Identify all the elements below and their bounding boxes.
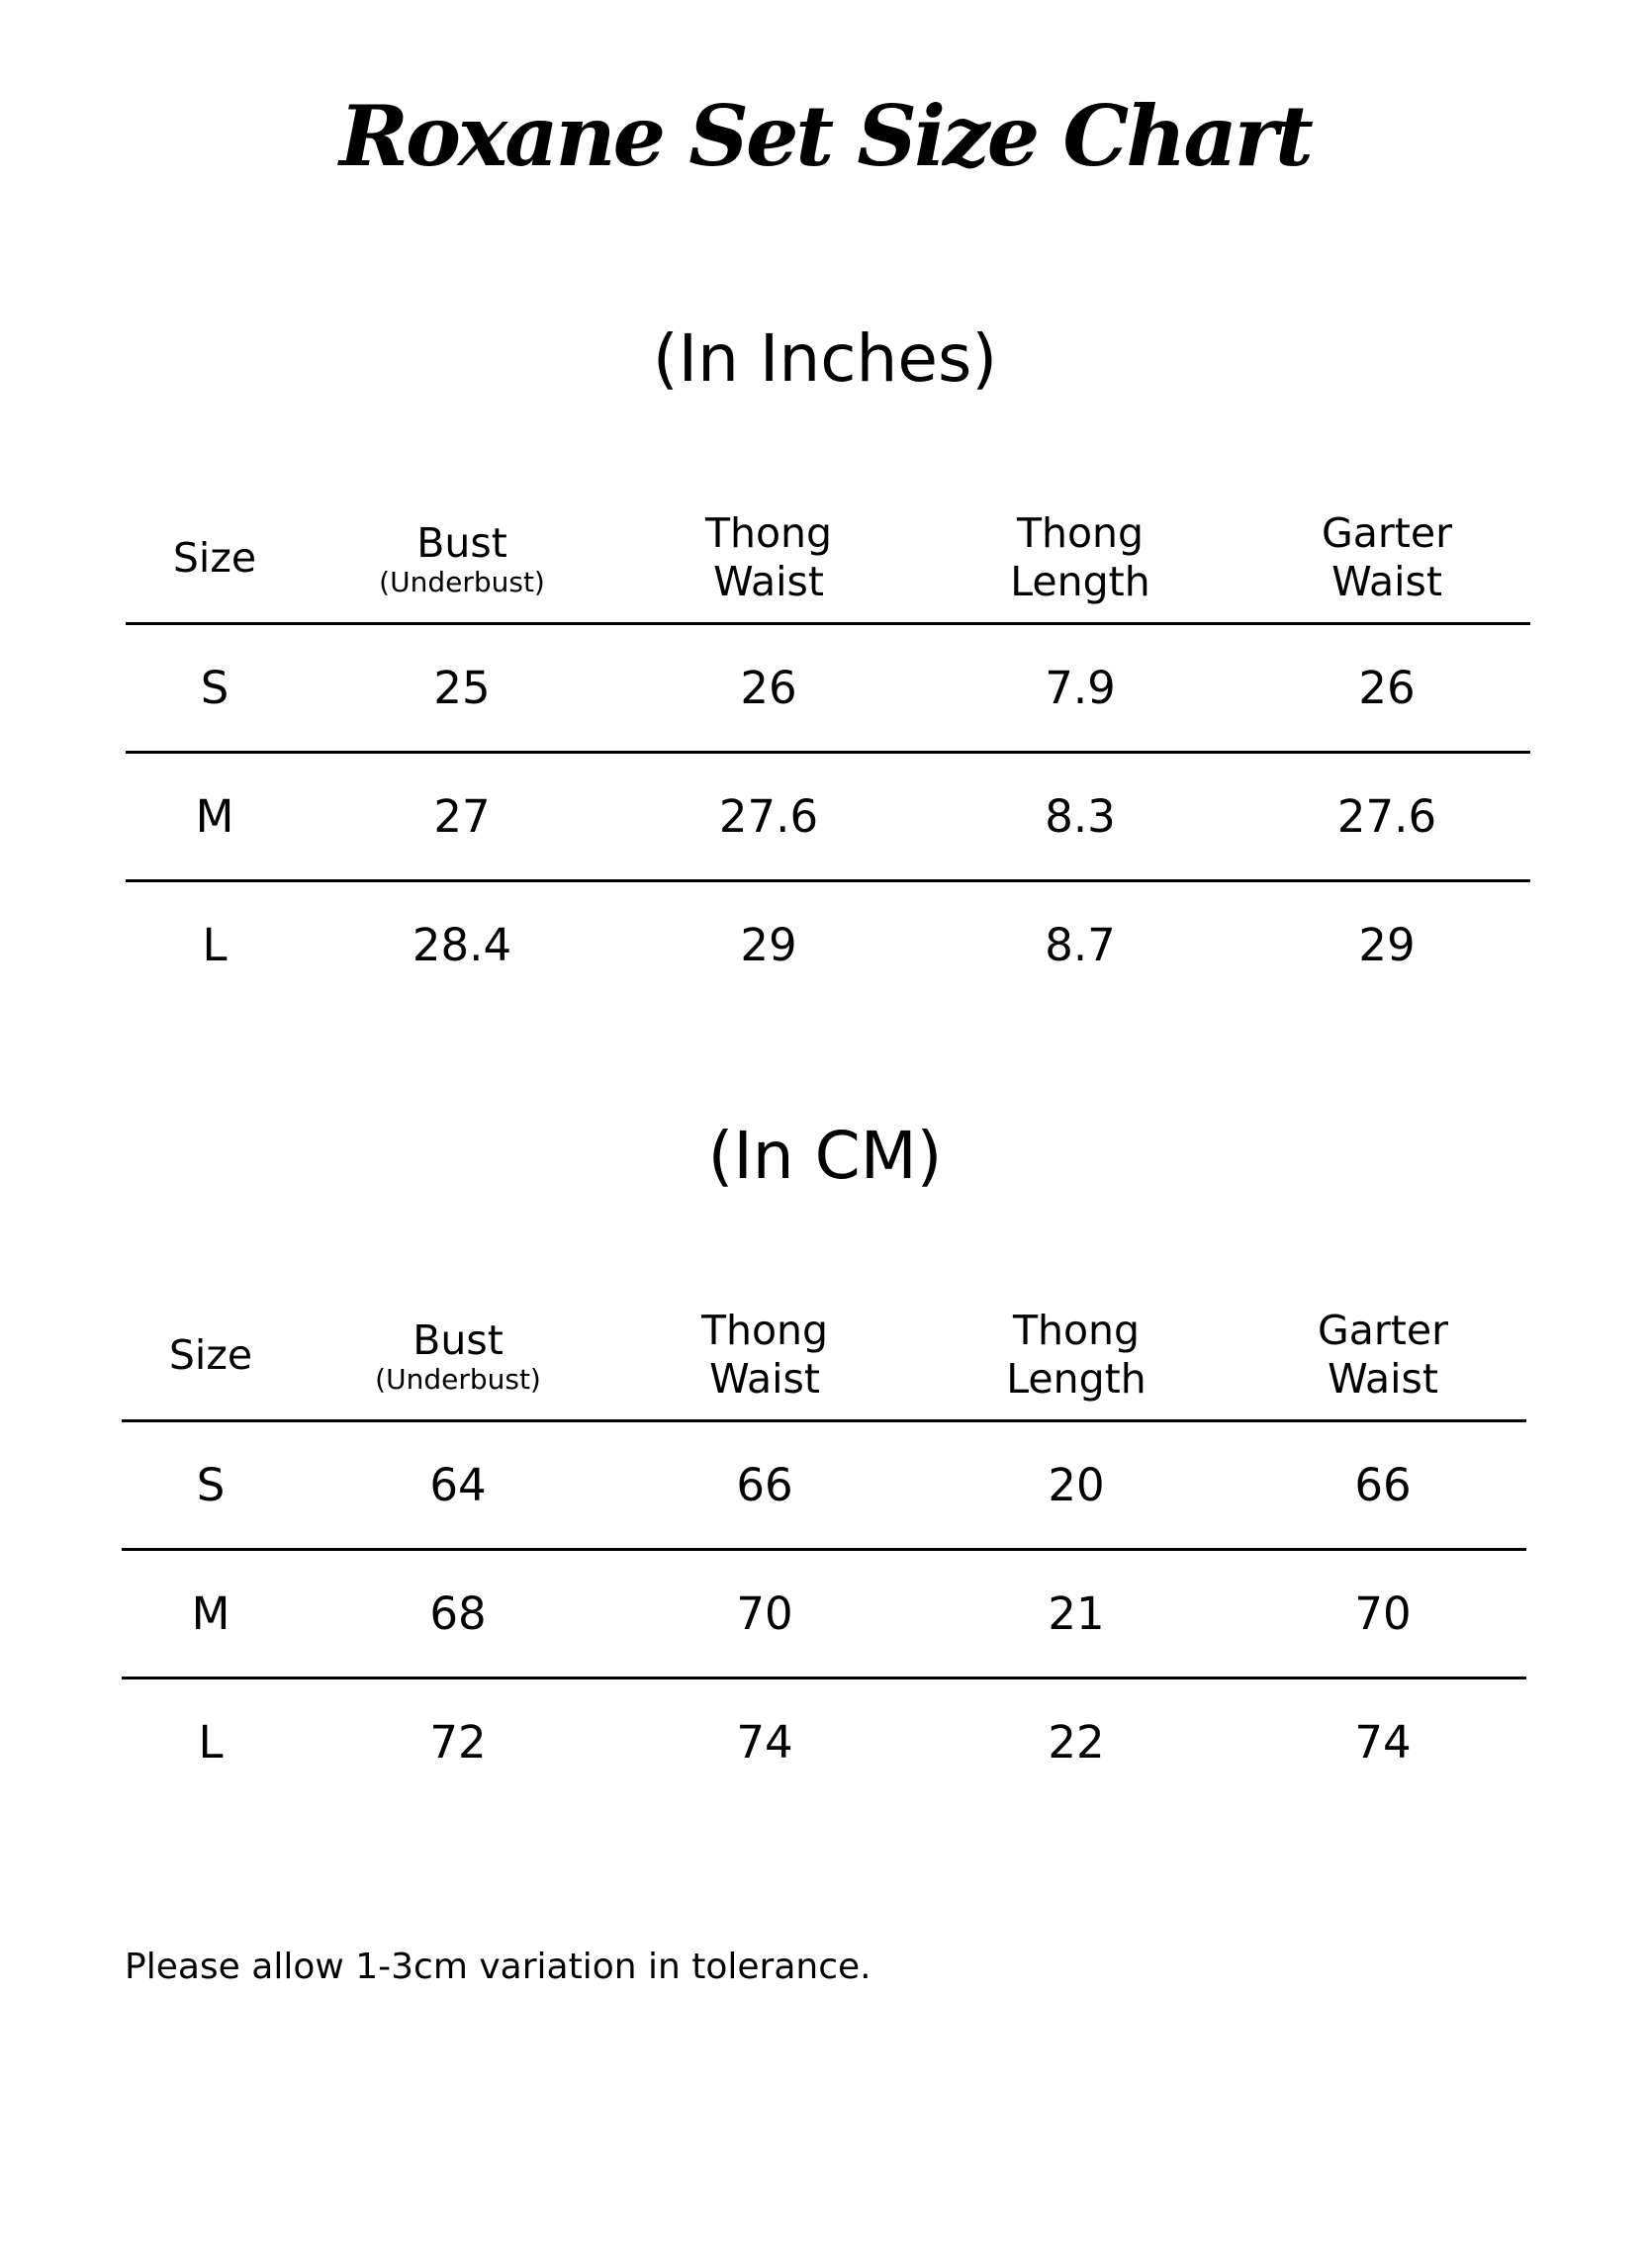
cell-thong-waist: 26 xyxy=(620,623,917,752)
cm-heading: (In CM) xyxy=(707,1118,943,1194)
tolerance-note: Please allow 1-3cm variation in tolerance. xyxy=(125,1947,871,1987)
cell-thong-length: 7.9 xyxy=(917,623,1243,752)
cell-thong-length: 20 xyxy=(913,1420,1239,1549)
cell-bust: 64 xyxy=(300,1420,616,1549)
column-header-bust: Bust (Underbust) xyxy=(300,1292,616,1420)
cell-thong-waist: 29 xyxy=(740,919,797,972)
column-header-thong-length: Thong Length xyxy=(917,495,1243,623)
cell-bust: 27 xyxy=(304,752,620,880)
cell-garter-waist: 29 xyxy=(1358,919,1416,972)
table-row xyxy=(122,1420,1526,1549)
column-header-garter-waist: Garter Waist xyxy=(1243,495,1530,623)
table-row xyxy=(126,623,1530,752)
cell-garter-waist: 27.6 xyxy=(1243,752,1530,880)
page-title: Roxane Set Size Chart xyxy=(339,87,1311,185)
cell-garter-waist: 66 xyxy=(1239,1420,1526,1549)
cell-thong-waist: 27.6 xyxy=(620,752,917,880)
cell-thong-length: 8.3 xyxy=(917,752,1243,880)
cell-thong-length: 22 xyxy=(1048,1716,1105,1769)
cell-thong-waist: 66 xyxy=(616,1420,913,1549)
cell-thong-length: 21 xyxy=(913,1549,1239,1678)
cell-bust: 25 xyxy=(304,623,620,752)
cell-size: S xyxy=(122,1420,300,1549)
table-row xyxy=(126,752,1530,880)
table-row xyxy=(122,1678,1526,1806)
cm-size-table xyxy=(122,1292,1526,1806)
cell-bust: 72 xyxy=(429,1716,487,1769)
table-header-row xyxy=(122,1292,1526,1420)
column-header-size: Size xyxy=(122,1292,300,1420)
column-header-bust-sub: (Underbust) xyxy=(379,565,545,598)
table-row xyxy=(126,880,1530,1009)
column-header-garter-waist: Garter Waist xyxy=(1239,1292,1526,1420)
cell-bust: 28.4 xyxy=(412,919,512,972)
cell-thong-length: 8.7 xyxy=(1045,919,1116,972)
cell-thong-waist: 70 xyxy=(616,1549,913,1678)
table-row xyxy=(122,1549,1526,1678)
cell-thong-waist: 74 xyxy=(736,1716,793,1769)
column-header-thong-length: Thong Length xyxy=(913,1292,1239,1420)
cell-garter-waist: 74 xyxy=(1354,1716,1412,1769)
inches-size-table xyxy=(126,495,1530,1009)
cell-size: M xyxy=(126,752,304,880)
cell-size: S xyxy=(126,623,304,752)
column-header-bust: Bust (Underbust) xyxy=(304,495,620,623)
cell-garter-waist: 26 xyxy=(1243,623,1530,752)
inches-heading: (In Inches) xyxy=(652,320,998,397)
cell-size: M xyxy=(122,1549,300,1678)
column-header-bust-sub: (Underbust) xyxy=(375,1362,541,1396)
column-header-thong-waist: Thong Waist xyxy=(620,495,917,623)
table-header-row xyxy=(126,495,1530,623)
column-header-size: Size xyxy=(126,495,304,623)
column-header-thong-waist: Thong Waist xyxy=(616,1292,913,1420)
cell-bust: 68 xyxy=(300,1549,616,1678)
cell-size: L xyxy=(198,1716,224,1769)
cell-garter-waist: 70 xyxy=(1239,1549,1526,1678)
cell-size: L xyxy=(202,919,228,972)
